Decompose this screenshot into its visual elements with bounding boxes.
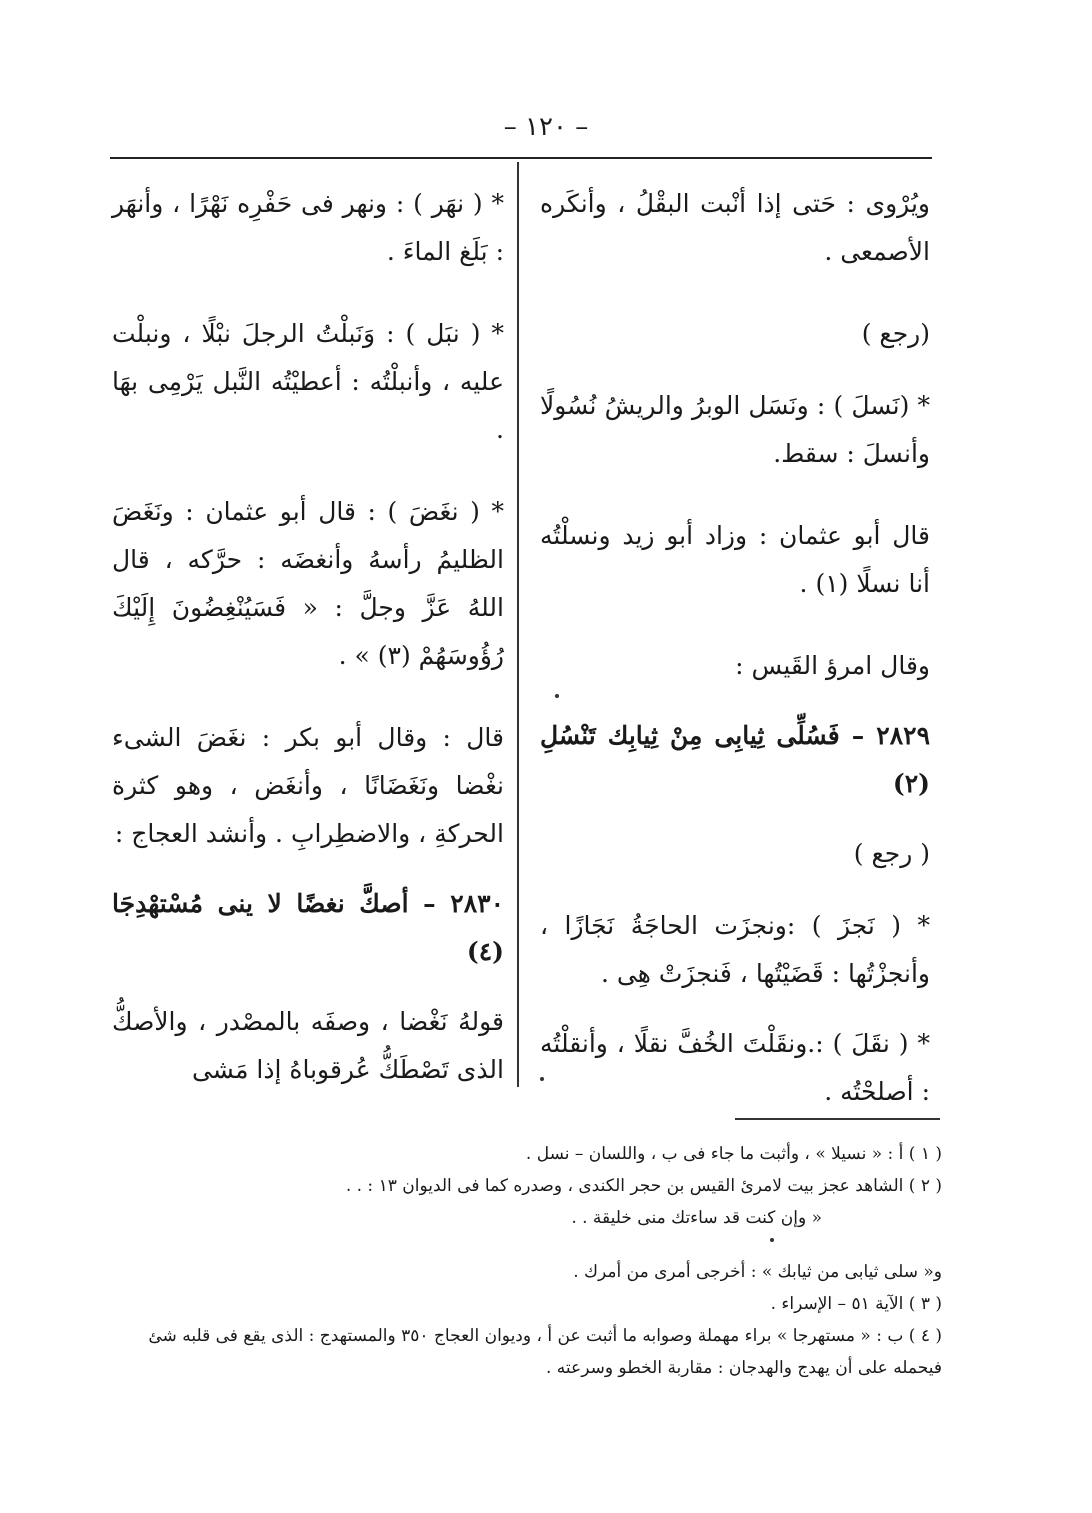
print-speck [770, 1238, 774, 1242]
footnote: و« سلى ثيابى من ثيابك » : أخرجى أمرى من أمرك . [573, 1262, 942, 1282]
entry-paragraph: * ( نبَل ) : وَنَبلْتُ الرجلَ نبْلًا ، ونبلْت عليه ، وأنبلْتُه : أعطيْتُه النَّبل يَرْمِى بهَا . [112, 319, 504, 444]
print-speck [555, 694, 559, 698]
footnote: ( ٣ ) الآية ٥١ – الإسراء . [770, 1294, 942, 1314]
text-paragraph: قال : وقال أبو بكر : نغَضَ الشىء نغْضا ونَغَضَانًا ، وأنغَض ، وهو كثرة الحركةِ ، والاضطِرابِ . وأنشد العجاج : [112, 723, 504, 848]
footnote-rule [735, 1118, 940, 1120]
entry-paragraph: * ( نَجزَ ) :ونجزَت الحاجَةُ نَجَازًا ، وأنجزْتُها : قَضَيْتُها ، فَنجزَتْ هِى . [540, 911, 930, 988]
text-paragraph: قولهُ نَغْضا ، وصفَه بالمصْدر ، والأصكُّ الذى تَصْطَكُّ عُرقوباهُ إذا مَشى [112, 1007, 504, 1084]
entry-paragraph: * ( نقَلَ ) :.ونقَلْتَ الخُفَّ نقلًا ، وأنقلْتُه : أصلحْتُه . [540, 1029, 930, 1106]
section-mark: ( رجع ) [853, 839, 930, 868]
column-divider [517, 162, 519, 1087]
footnote: ( ٤ ) ب : « مستهرجا » براء مهملة وصوابه ما أثبت عن أ ، وديوان العجاج ٣٥٠ والمستهدج : الذى يقع فى قلبه شئ فيحمله على أن يهدج والهدجان : مقاربة الخطو وسرعته . [148, 1326, 942, 1378]
right-column [540, 180, 930, 1138]
section-mark: (رجع ) [861, 319, 930, 348]
footnote-quote: « وإن كنت قد ساءتك منى خليقة . . [571, 1208, 822, 1228]
entry-paragraph: * ( نغَضَ ) : قال أبو عثمان : ونَغَضَ الظليمُ رأسهُ وأنغضَه : حرَّكه ، قال اللهُ عَزَّ وجلَّ : « فَسَيُنْغِضُونَ إِلَيْكَ رُؤُوسَهُمْ (٣) » . [112, 497, 504, 670]
text-paragraph: قال أبو عثمان : وزاد أبو زيد ونسلْتُه أنا نسلًا (١) . [540, 521, 930, 598]
footnote: ( ٢ ) الشاهد عجز بيت لامرئ القيس بن حجر الكندى ، وصدره كما فى الديوان ١٣ : . . [345, 1176, 942, 1196]
page-number: – ١٢٠ – [503, 112, 589, 142]
print-speck [540, 1077, 544, 1081]
verse-line: ٢٨٣٠ – أصكَّ نغضًا لا ينى مُسْتهْدِجَا (٤) [112, 889, 504, 966]
entry-paragraph: * ( نهَر ) : ونهر فى حَفْرِه نَهْرًا ، وأنهَر : بَلَغ الماءَ . [112, 189, 504, 266]
verse-line: ٢٨٢٩ – فَسُلِّى ثِيابِى مِنْ ثِيابِك تَنْسُلِ (٢) [540, 721, 930, 798]
footnotes [112, 1138, 942, 1384]
text-paragraph: ويُرْوى : حَتى إذا أنْبت البقْلُ ، وأنكَره الأصمعى . [540, 189, 930, 266]
footnote: ( ١ ) أ : « نسيلا » ، وأثبت ما جاء فى ب ، واللسان – نسل . [525, 1144, 942, 1164]
header-rule [110, 157, 932, 159]
left-column [112, 180, 504, 1116]
text-paragraph: وقال امرؤ القَيس : [735, 651, 930, 680]
entry-paragraph: * (نَسلَ ) : ونَسَل الوبرُ والريشُ نُسُولًا وأنسلَ : سقط. [540, 391, 930, 468]
